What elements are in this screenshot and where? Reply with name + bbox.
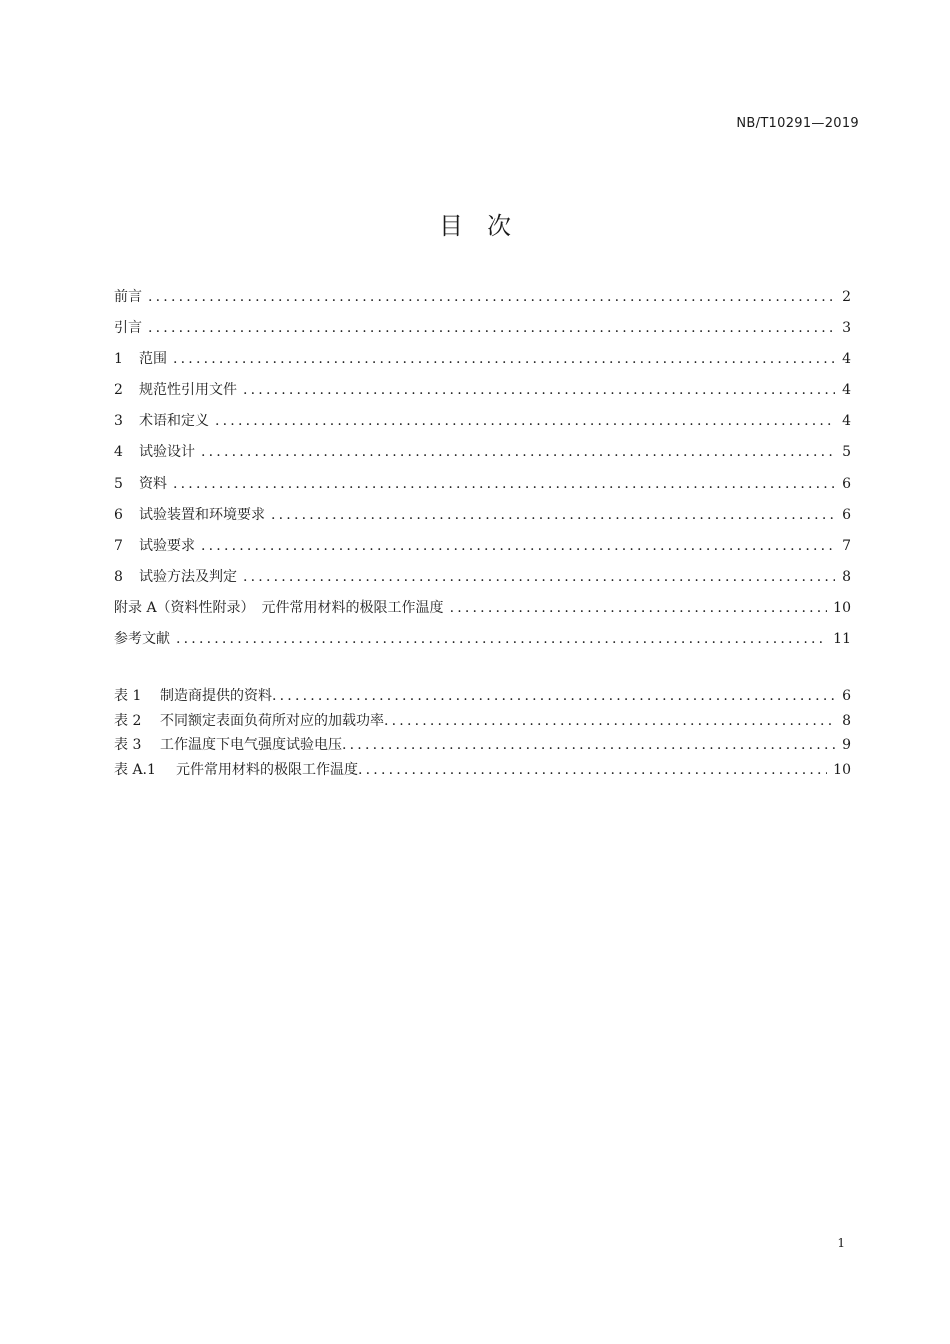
dot-leader (201, 534, 835, 558)
toc-entry-label: 试验装置和环境要求 (139, 506, 265, 523)
toc-entry-introduction[interactable] (114, 316, 851, 347)
toc-entry-number: 3 (114, 413, 123, 430)
toc-entry-page: 10 (833, 599, 851, 616)
toc-entry-label: 参考文献 (114, 631, 170, 648)
dot-leader (215, 409, 835, 433)
standard-code: NB/T10291—2019 (736, 116, 859, 131)
toc-entry-number: 1 (114, 351, 123, 368)
toc-entry-label: 规范性引用文件 (139, 382, 237, 399)
dot-leader (243, 565, 835, 589)
toc-entry-documentation[interactable] (114, 472, 851, 503)
table-entry-2[interactable] (114, 709, 851, 734)
toc-entry-test-requirements[interactable] (114, 534, 851, 565)
toc-entry-page: 5 (842, 444, 851, 461)
toc-entry-label: 试验设计 (139, 444, 195, 461)
toc-entry-foreword[interactable] (114, 285, 851, 316)
title-part-1: 目 (439, 212, 463, 240)
table-of-contents (114, 285, 851, 658)
dot-leader (272, 684, 835, 708)
table-entry-label: 工作温度下电气强度试验电压 (160, 737, 342, 753)
dot-leader (358, 758, 827, 782)
toc-entry-number: 8 (114, 568, 123, 585)
dot-leader (450, 596, 828, 620)
table-entry-number: 表 2 (114, 712, 142, 729)
toc-entry-test-setup[interactable] (114, 503, 851, 534)
toc-entry-test-design[interactable] (114, 440, 851, 471)
table-entry-page: 8 (842, 712, 851, 729)
toc-entry-terms-definitions[interactable] (114, 409, 851, 440)
toc-entry-number: 5 (114, 475, 123, 492)
table-entry-number: 表 3 (114, 737, 142, 753)
toc-entry-label: 试验要求 (139, 537, 195, 554)
dot-leader (201, 440, 835, 464)
toc-entry-page: 11 (833, 631, 851, 648)
table-entry-label: 制造商提供的资料 (160, 688, 272, 704)
toc-entry-number: 6 (114, 506, 123, 523)
toc-entry-page: 4 (842, 382, 851, 399)
toc-entry-label: 附录 A（资料性附录） 元件常用材料的极限工作温度 (114, 599, 444, 616)
toc-entry-page: 6 (842, 475, 851, 492)
table-entry-number: 表 A.1 (114, 761, 156, 778)
dot-leader (271, 503, 835, 527)
dot-leader (342, 733, 835, 757)
toc-entry-label: 前言 (114, 289, 142, 305)
page-title (0, 206, 950, 241)
table-entry-label: 元件常用材料的极限工作温度 (176, 761, 358, 778)
toc-entry-annex-a[interactable] (114, 596, 851, 627)
toc-entry-label: 资料 (139, 475, 167, 492)
dot-leader (173, 472, 835, 496)
title-part-2: 次 (487, 212, 511, 240)
dot-leader (384, 709, 835, 733)
toc-entry-page: 3 (842, 320, 851, 337)
toc-entry-page: 7 (842, 537, 851, 554)
toc-entry-test-methods[interactable] (114, 565, 851, 596)
dot-leader (148, 285, 835, 309)
toc-entry-page: 4 (842, 413, 851, 430)
toc-entry-page: 2 (842, 289, 851, 305)
table-entry-1[interactable] (114, 684, 851, 709)
list-of-tables (114, 684, 851, 782)
toc-entry-label: 范围 (139, 351, 167, 368)
toc-entry-label: 术语和定义 (139, 413, 209, 430)
toc-entry-normative-references[interactable] (114, 378, 851, 409)
table-entry-3[interactable] (114, 733, 851, 758)
page-number: 1 (837, 1236, 845, 1250)
dot-leader (148, 316, 835, 340)
toc-entry-label: 引言 (114, 320, 142, 337)
toc-entry-label: 试验方法及判定 (139, 568, 237, 585)
table-entry-a1[interactable] (114, 758, 851, 783)
toc-entry-scope[interactable] (114, 347, 851, 378)
toc-entry-number: 4 (114, 444, 123, 461)
toc-entry-page: 4 (842, 351, 851, 368)
toc-entry-page: 8 (842, 568, 851, 585)
table-entry-number: 表 1 (114, 688, 142, 704)
toc-entry-page: 6 (842, 506, 851, 523)
table-entry-page: 10 (833, 761, 851, 778)
dot-leader (173, 347, 835, 371)
toc-entry-number: 7 (114, 537, 123, 554)
dot-leader (176, 627, 827, 651)
toc-entry-bibliography[interactable] (114, 627, 851, 658)
table-entry-page: 9 (842, 737, 851, 753)
table-entry-page: 6 (842, 688, 851, 704)
toc-entry-number: 2 (114, 382, 123, 399)
dot-leader (243, 378, 835, 402)
table-entry-label: 不同额定表面负荷所对应的加载功率 (160, 712, 384, 729)
